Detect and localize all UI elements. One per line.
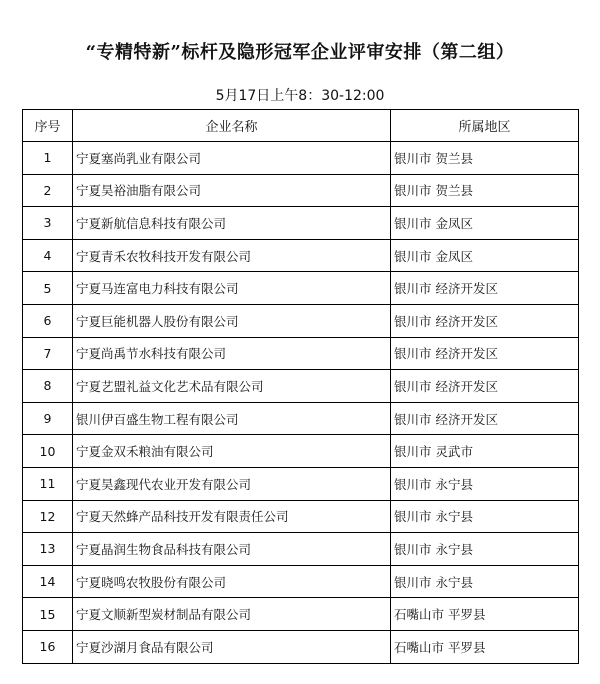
row-index: 2 [23,174,73,207]
row-index: 5 [23,272,73,305]
company-name: 宁夏新航信息科技有限公司 [73,207,391,240]
region-name: 银川市 永宁县 [391,565,579,598]
region-name: 银川市 永宁县 [391,533,579,566]
table-row [23,500,579,533]
region-name: 银川市 经济开发区 [391,370,579,403]
region-name: 银川市 永宁县 [391,467,579,500]
table-header-row [23,110,579,142]
region-name: 石嘴山市 平罗县 [391,630,579,663]
table-row [23,565,579,598]
company-name: 宁夏金双禾粮油有限公司 [73,435,391,468]
table-row [23,337,579,370]
row-index: 6 [23,304,73,337]
table-row [23,142,579,175]
company-name: 宁夏文顺新型炭材制品有限公司 [73,598,391,631]
row-index: 8 [23,370,73,403]
row-index: 15 [23,598,73,631]
company-name: 宁夏塞尚乳业有限公司 [73,142,391,175]
table-row [23,207,579,240]
region-name: 银川市 经济开发区 [391,402,579,435]
region-name: 银川市 金凤区 [391,239,579,272]
row-index: 13 [23,533,73,566]
row-index: 10 [23,435,73,468]
table-row [23,174,579,207]
table-row [23,370,579,403]
row-index: 3 [23,207,73,240]
region-name: 石嘴山市 平罗县 [391,598,579,631]
table-row [23,402,579,435]
row-index: 11 [23,467,73,500]
row-index: 4 [23,239,73,272]
company-name: 宁夏昊裕油脂有限公司 [73,174,391,207]
table-row [23,435,579,468]
table-row [23,598,579,631]
table-row [23,630,579,663]
company-name: 宁夏沙湖月食品有限公司 [73,630,391,663]
table-row [23,272,579,305]
row-index: 7 [23,337,73,370]
header-index: 序号 [23,110,73,142]
company-name: 宁夏晓鸣农牧股份有限公司 [73,565,391,598]
region-name: 银川市 贺兰县 [391,174,579,207]
header-region: 所属地区 [391,110,579,142]
region-name: 银川市 经济开发区 [391,304,579,337]
company-name: 宁夏马连富电力科技有限公司 [73,272,391,305]
region-name: 银川市 灵武市 [391,435,579,468]
schedule-time: 5月17日上午8：30-12:00 [215,88,385,104]
company-name: 宁夏巨能机器人股份有限公司 [73,304,391,337]
row-index: 9 [23,402,73,435]
region-name: 银川市 经济开发区 [391,272,579,305]
table-row [23,304,579,337]
enterprise-table [22,109,579,664]
company-name: 宁夏青禾农牧科技开发有限公司 [73,239,391,272]
row-index: 1 [23,142,73,175]
region-name: 银川市 经济开发区 [391,337,579,370]
region-name: 银川市 金凤区 [391,207,579,240]
row-index: 14 [23,565,73,598]
header-company-name: 企业名称 [73,110,391,142]
table-row [23,533,579,566]
region-name: 银川市 永宁县 [391,500,579,533]
company-name: 宁夏尚禹节水科技有限公司 [73,337,391,370]
company-name: 宁夏天然蜂产品科技开发有限责任公司 [73,500,391,533]
table-row [23,239,579,272]
company-name: 银川伊百盛生物工程有限公司 [73,402,391,435]
company-name: 宁夏昊鑫现代农业开发有限公司 [73,467,391,500]
region-name: 银川市 贺兰县 [391,142,579,175]
row-index: 12 [23,500,73,533]
row-index: 16 [23,630,73,663]
company-name: 宁夏晶润生物食品科技有限公司 [73,533,391,566]
company-name: 宁夏艺盟礼益文化艺术品有限公司 [73,370,391,403]
document-title: “专精特新”标杆及隐形冠军企业评审安排（第二组） [85,42,515,63]
table-row [23,467,579,500]
